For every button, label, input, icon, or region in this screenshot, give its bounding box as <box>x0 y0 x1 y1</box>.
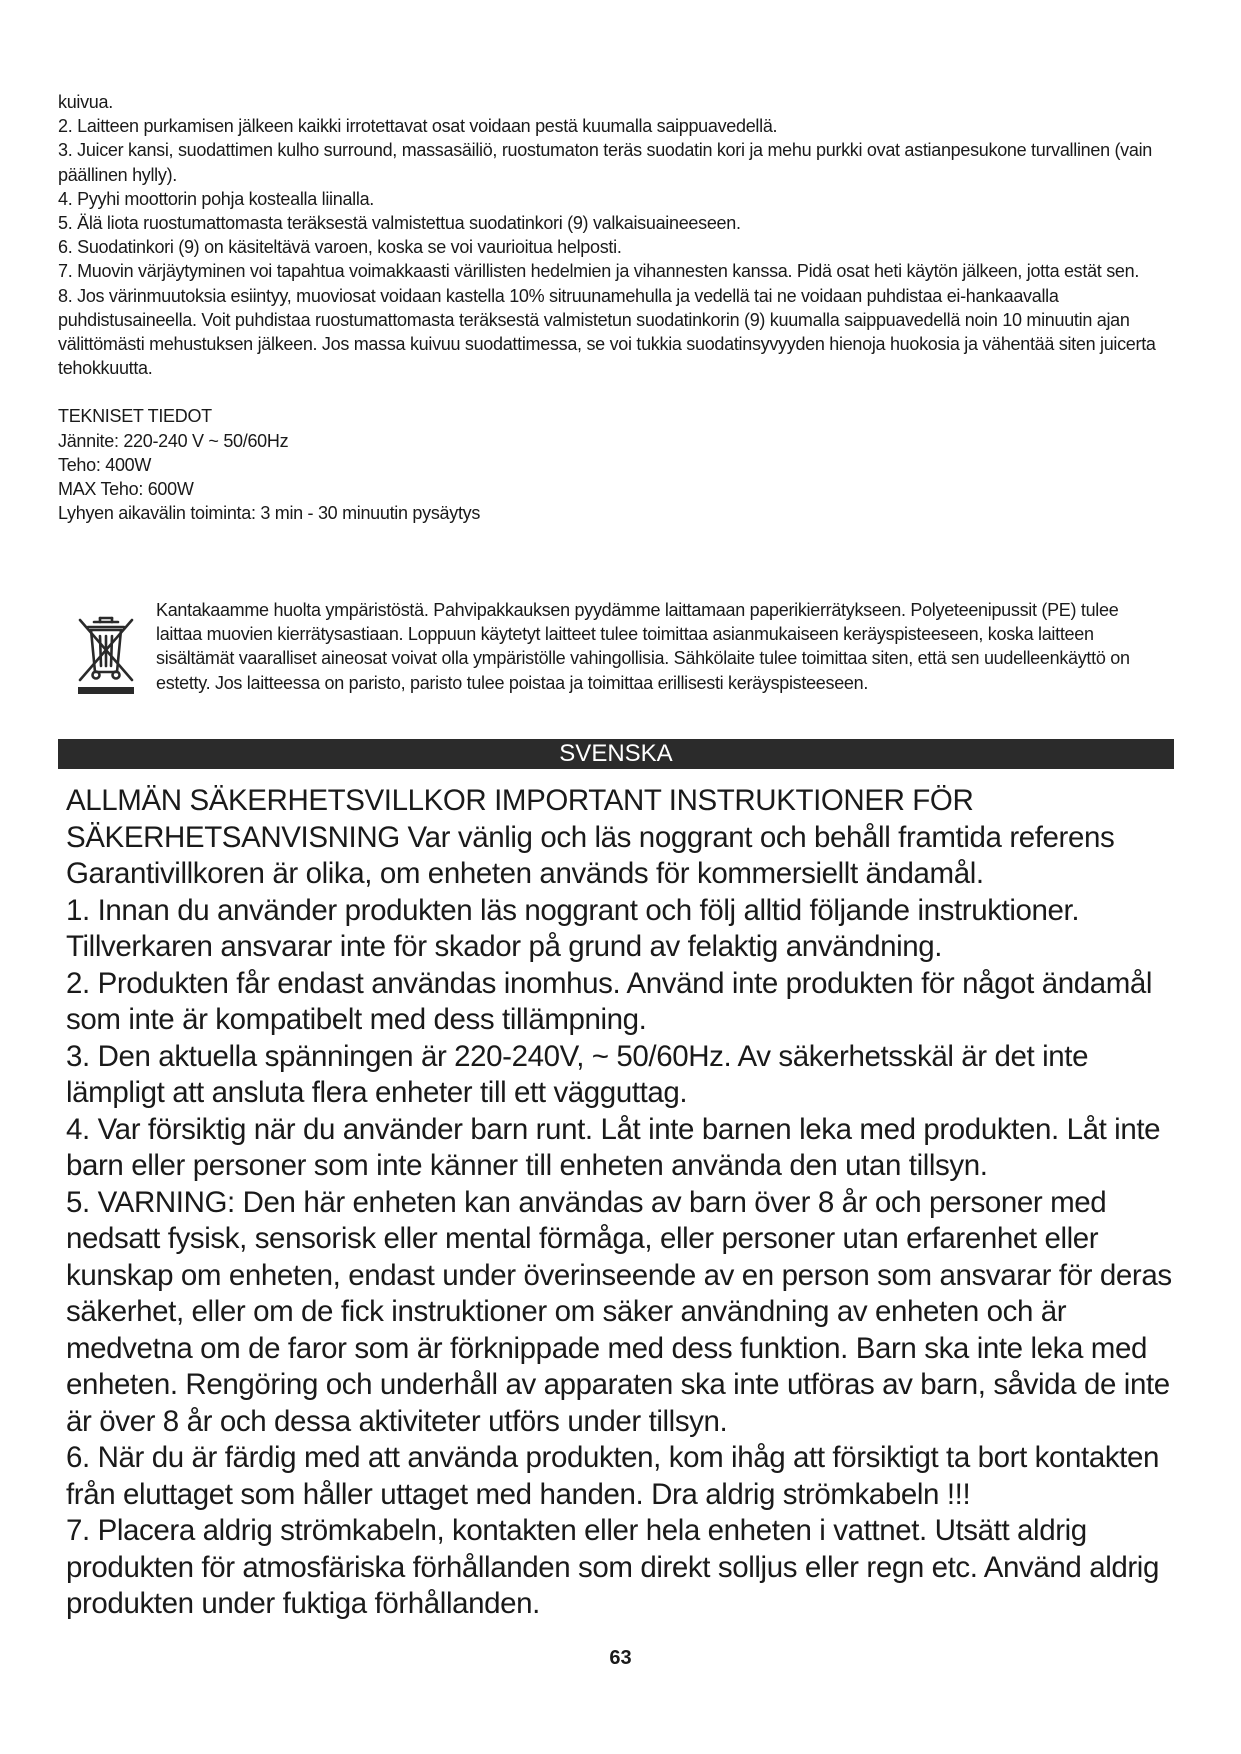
fi-line: kuivua. <box>58 92 113 112</box>
sv-item: 2. Produkten får endast användas inomhus. Använd inte produkten för något ändamål som inte är kompatibelt med dess tillämpning. <box>66 966 1153 1036</box>
sv-item: 3. Den aktuella spänningen är 220-240V, ~ 50/60Hz. Av säkerhetsskäl är det inte lämpligt att ansluta flera enheter till ett vägguttag. <box>66 1039 1089 1109</box>
sv-item: 5. VARNING: Den här enheten kan användas av barn över 8 år och personer med nedsatt fysisk, sensorisk eller mental förmåga, eller personer utan erfarenhet eller kunskap om enheten, endast under överinseende av en person som ansvarar för deras säkerhet, eller om de fick instruktioner om säker användning av enheten och är medvetna om de faror som är förknippade med dess funktion. Barn ska inte leka med enheten. Rengöring och underhåll av apparaten ska inte utföras av barn, såvida de inte är över 8 år och dessa aktiviteter utförs under tillsyn. <box>66 1185 1172 1438</box>
sv-item: 7. Placera aldrig strömkabeln, kontakten eller hela enheten i vattnet. Utsätt aldrig produkten för atmosfäriska förhållanden som direkt solljus eller regn etc. Använd aldrig produkten under fuktiga förhållanden. <box>66 1514 1159 1620</box>
fi-line: 3. Juicer kansi, suodattimen kulho surround, massasäiliö, ruostumaton teräs suodatin kori ja mehu purkki ovat astianpesukone turvallinen (vain päällinen hylly). <box>58 140 1152 185</box>
tech-power: Teho: 400W <box>58 454 152 475</box>
technical-data <box>58 404 1178 525</box>
sv-item: 1. Innan du använder produkten läs noggrant och följ alltid följande instruktioner. Tillverkaren ansvarar inte för skador på grund av felaktig användning. <box>66 893 1080 963</box>
sv-item: 4. Var försiktig när du använder barn runt. Låt inte barnen leka med produkten. Låt inte barn eller personer som inte känner till enheten använda den utan tillsyn. <box>66 1112 1161 1182</box>
fi-line: 5. Älä liota ruostumattomasta teräksestä valmistettua suodatinkori (9) valkaisuaineeseen. <box>58 213 741 234</box>
fi-line: 7. Muovin värjäytyminen voi tapahtua voimakkaasti värillisten hedelmien ja vihannesten kanssa. Pidä osat heti käytön jälkeen, jotta estät sen. <box>58 261 1140 282</box>
language-banner: SVENSKA <box>58 739 1174 769</box>
tech-heading: TEKNISET TIEDOT <box>58 406 212 427</box>
tech-voltage: Jännite: 220-240 V ~ 50/60Hz <box>58 430 289 451</box>
crossed-bin-icon <box>74 614 138 696</box>
environment-text: Kantakaamme huolta ympäristöstä. Pahvipakkauksen pyydämme laittamaan paperikierrätykseen. Polyeteenipussit (PE) tulee laittaa muovien kierrätysastiaan. Loppuun käytetyt laitteet tulee toimittaa asianmukaiseen keräyspisteeseen, koska laitteen sisältämät vaaralliset aineosat voivat olla ympäristölle vahingollisia. Sähkölaite tulee toimittaa siten, että sen uudelleenkäyttö on estetty. Jos laitteessa on paristo, paristo tulee poistaa ja toimittaa erillisesti keräyspisteeseen. <box>156 600 1130 693</box>
fi-line: 8. Jos värinmuutoksia esiintyy, muoviosat voidaan kastella 10% sitruunamehulla ja vedellä tai ne voidaan puhdistaa ei-hankaavalla puhdistusaineella. Voit puhdistaa ruostumattomasta teräksestä valmistetun suodatinkorin (9) kuumalla saippuavedellä noin 10 minuutin ajan välittömästi mehustuksen jälkeen. Jos massa kuivuu suodattimessa, se voi tukkia suodatinsyvyyden hienoja huokosia ja vähentää siten juicerta tehokkuutta. <box>58 285 1156 379</box>
fi-line: 4. Pyyhi moottorin pohja kostealla liinalla. <box>58 188 374 209</box>
environment-notice <box>58 598 1178 698</box>
tech-short-operation: Lyhyen aikavälin toiminta: 3 min - 30 minuutin pysäytys <box>58 503 481 524</box>
swedish-section <box>66 783 1186 1623</box>
fi-line: 2. Laitteen purkamisen jälkeen kaikki irrotettavat osat voidaan pestä kuumalla saippuavedellä. <box>58 116 778 137</box>
sv-intro: ALLMÄN SÄKERHETSVILLKOR IMPORTANT INSTRUKTIONER FÖR SÄKERHETSANVISNING Var vänlig och läs noggrant och behåll framtida referens Garantivillkoren är olika, om enheten används för kommersiellt ändamål. <box>66 784 1115 890</box>
tech-max-power: MAX Teho: 600W <box>58 479 194 500</box>
finnish-section <box>58 90 1178 525</box>
fi-line: 6. Suodatinkori (9) on käsiteltävä varoen, koska se voi vaurioitua helposti. <box>58 237 622 258</box>
sv-item: 6. När du är färdig med att använda produkten, kom ihåg att försiktigt ta bort kontakten från eluttaget som håller uttaget med handen. Dra aldrig strömkabeln !!! <box>66 1441 1159 1511</box>
page-number: 63 <box>609 1647 632 1669</box>
